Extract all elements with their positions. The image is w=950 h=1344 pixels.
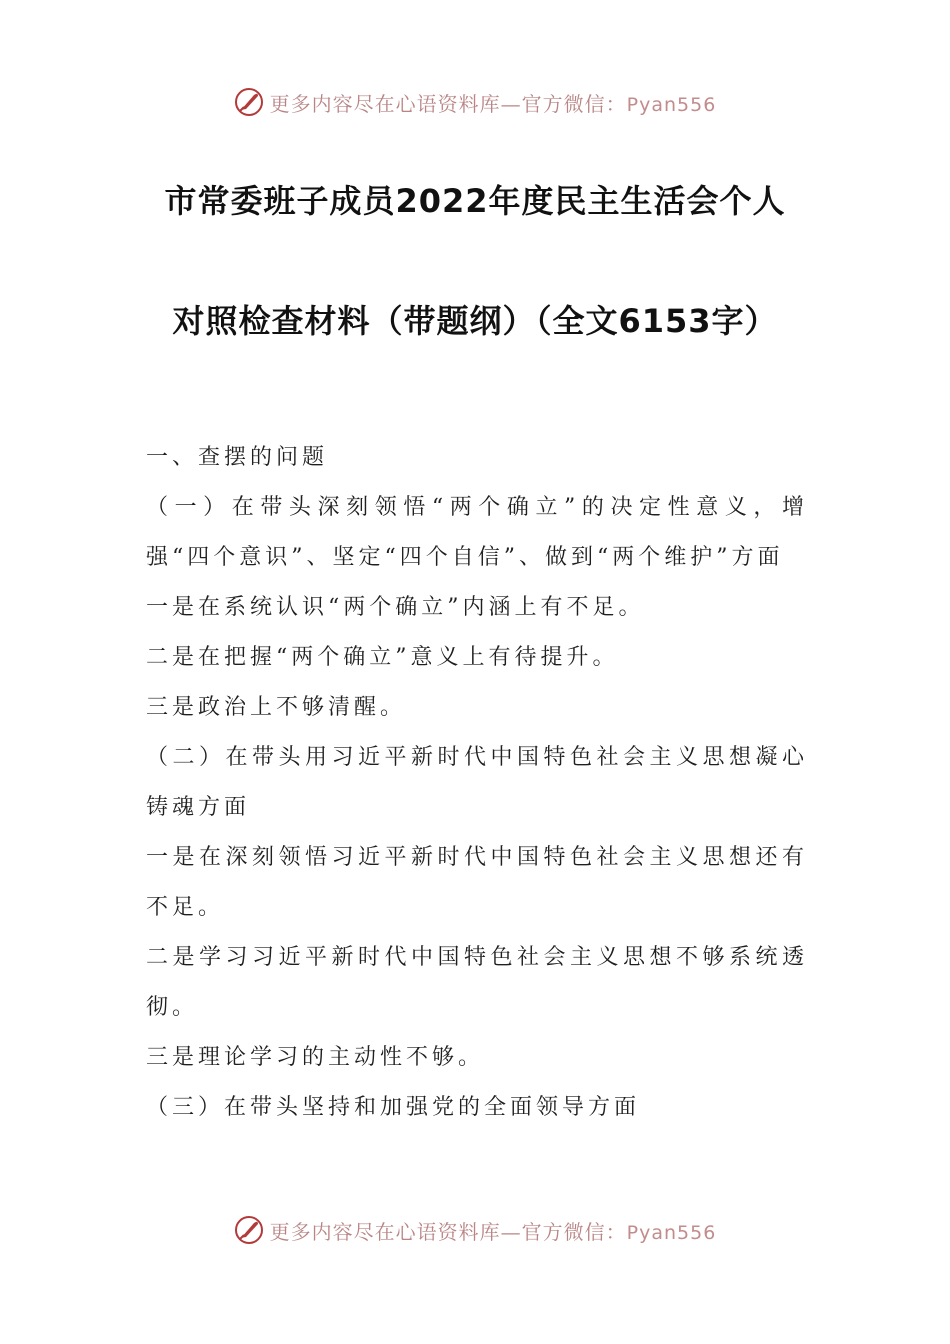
banner-label: 更多内容尽在心语资料库—官方微信： (269, 1219, 627, 1244)
wechat-id: Pyan556 (626, 1221, 717, 1244)
body-paragraph: 一是在深刻领悟习近平新时代中国特色社会主义思想还有不足。 (146, 845, 808, 920)
subsection-heading: （二）在带头用习近平新时代中国特色社会主义思想凝心铸魂方面 (146, 745, 808, 820)
wechat-id: Pyan556 (626, 93, 717, 116)
document-body (146, 433, 808, 1133)
quill-pen-logo-icon (234, 87, 264, 117)
footer-banner (0, 1212, 950, 1248)
header-banner (0, 84, 950, 120)
body-paragraph: 三是理论学习的主动性不够。 (146, 1045, 485, 1070)
section-heading: 一、查摆的问题 (146, 445, 329, 470)
subsection-heading: （一）在带头深刻领悟“两个确立”的决定性意义，增强“四个意识”、坚定“四个自信”、做到“两个维护”方面 (146, 495, 808, 570)
document-title-line-2: 对照检查材料（带题纲）（全文6153字） (172, 302, 778, 340)
body-paragraph: 三是政治上不够清醒。 (146, 695, 407, 720)
quill-pen-logo-icon (234, 1215, 264, 1245)
body-paragraph: 一是在系统认识“两个确立”内涵上有不足。 (146, 595, 645, 620)
document-title-line-1: 市常委班子成员2022年度民主生活会个人 (164, 182, 786, 220)
banner-label: 更多内容尽在心语资料库—官方微信： (269, 91, 627, 116)
banner-text (270, 88, 717, 117)
body-paragraph: 二是学习习近平新时代中国特色社会主义思想不够系统透彻。 (146, 945, 808, 1020)
banner-text (270, 1216, 717, 1245)
body-paragraph: 二是在把握“两个确立”意义上有待提升。 (146, 645, 619, 670)
subsection-heading: （三）在带头坚持和加强党的全面领导方面 (146, 1095, 641, 1120)
